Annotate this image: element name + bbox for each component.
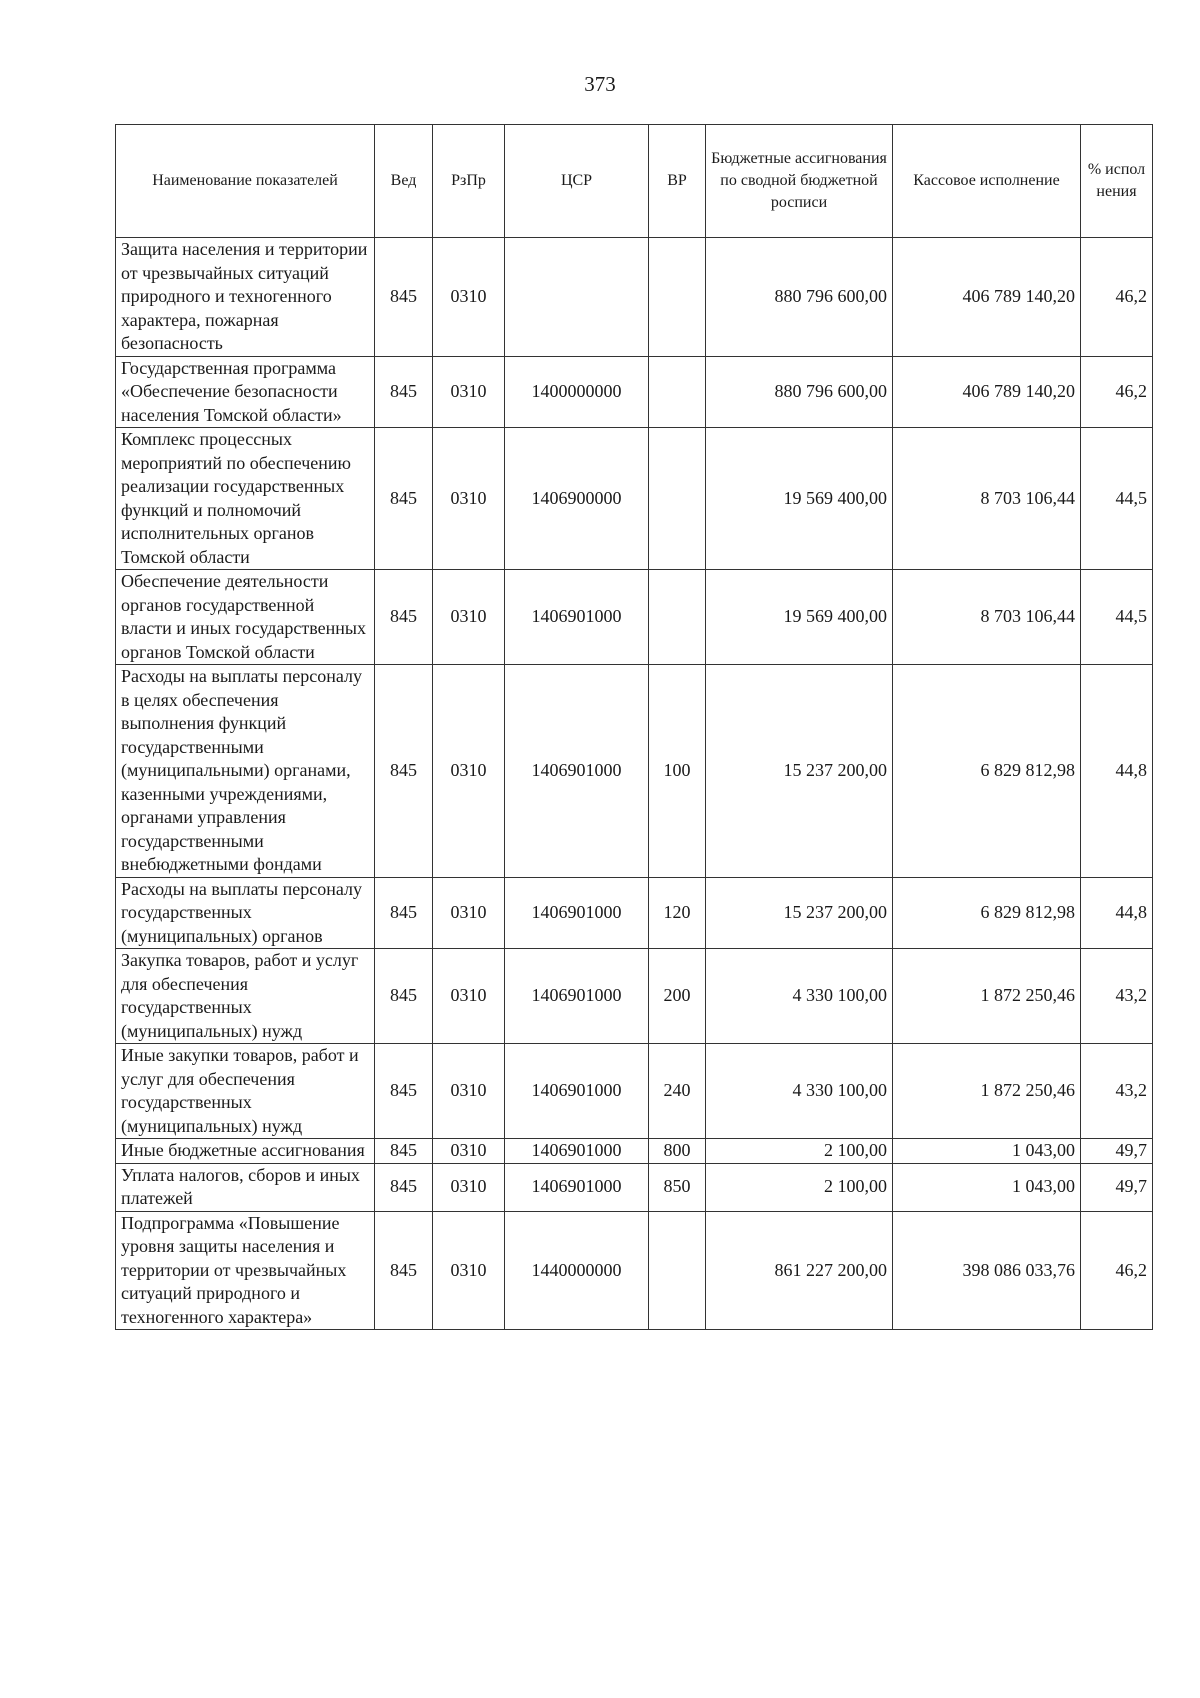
cell-name: Иные бюджетные ассигнования: [116, 1139, 375, 1164]
table-row: [116, 570, 1153, 665]
header-budget: Бюджетные ассигнования по сводной бюджетной росписи: [706, 125, 893, 238]
table-row: [116, 1139, 1153, 1164]
cell-vr: 120: [649, 877, 706, 949]
budget-execution-table: [115, 124, 1153, 1330]
cell-ved: 845: [375, 1163, 433, 1211]
cell-name: Государственная программа «Обеспечение безопасности населения Томской области»: [116, 356, 375, 428]
cell-vr: 100: [649, 665, 706, 878]
cell-csr: 1406901000: [505, 1139, 649, 1164]
cell-pct: 46,2: [1081, 238, 1153, 357]
cell-vr: [649, 356, 706, 428]
cell-name: Расходы на выплаты персоналу государственных (муниципальных) органов: [116, 877, 375, 949]
cell-name: Подпрограмма «Повышение уровня защиты населения и территории от чрезвычайных ситуаций природного и техногенного характера»: [116, 1211, 375, 1330]
cell-budget: 2 100,00: [706, 1163, 893, 1211]
cell-name: Уплата налогов, сборов и иных платежей: [116, 1163, 375, 1211]
cell-budget: 880 796 600,00: [706, 238, 893, 357]
cell-pct: 44,5: [1081, 570, 1153, 665]
cell-csr: 1440000000: [505, 1211, 649, 1330]
cell-cash: 6 829 812,98: [893, 877, 1081, 949]
cell-rzpr: 0310: [433, 238, 505, 357]
cell-budget: 4 330 100,00: [706, 1044, 893, 1139]
cell-budget: 15 237 200,00: [706, 877, 893, 949]
cell-pct: 46,2: [1081, 1211, 1153, 1330]
cell-csr: 1406901000: [505, 570, 649, 665]
header-ved: Вед: [375, 125, 433, 238]
table-row: [116, 1211, 1153, 1330]
cell-name: Закупка товаров, работ и услуг для обеспечения государственных (муниципальных) нужд: [116, 949, 375, 1044]
cell-ved: 845: [375, 428, 433, 570]
cell-ved: 845: [375, 1139, 433, 1164]
table-row: [116, 665, 1153, 878]
table-row: [116, 238, 1153, 357]
cell-vr: 200: [649, 949, 706, 1044]
cell-rzpr: 0310: [433, 1139, 505, 1164]
cell-rzpr: 0310: [433, 1163, 505, 1211]
cell-cash: 8 703 106,44: [893, 428, 1081, 570]
cell-rzpr: 0310: [433, 570, 505, 665]
cell-rzpr: 0310: [433, 665, 505, 878]
cell-cash: 406 789 140,20: [893, 356, 1081, 428]
cell-pct: 43,2: [1081, 1044, 1153, 1139]
cell-vr: [649, 428, 706, 570]
cell-rzpr: 0310: [433, 356, 505, 428]
cell-csr: 1406901000: [505, 665, 649, 878]
cell-pct: 49,7: [1081, 1139, 1153, 1164]
table-header-row: [116, 125, 1153, 238]
cell-pct: 49,7: [1081, 1163, 1153, 1211]
cell-ved: 845: [375, 570, 433, 665]
cell-pct: 44,5: [1081, 428, 1153, 570]
cell-budget: 880 796 600,00: [706, 356, 893, 428]
cell-vr: [649, 238, 706, 357]
cell-name: Комплекс процессных мероприятий по обеспечению реализации государственных функций и полномочий исполнительных органов Томской области: [116, 428, 375, 570]
cell-csr: 1400000000: [505, 356, 649, 428]
table-row: [116, 356, 1153, 428]
cell-ved: 845: [375, 665, 433, 878]
cell-budget: 19 569 400,00: [706, 570, 893, 665]
cell-vr: [649, 570, 706, 665]
cell-pct: 44,8: [1081, 665, 1153, 878]
table-row: [116, 877, 1153, 949]
cell-csr: 1406901000: [505, 1044, 649, 1139]
cell-name: Иные закупки товаров, работ и услуг для обеспечения государственных (муниципальных) нужд: [116, 1044, 375, 1139]
cell-budget: 4 330 100,00: [706, 949, 893, 1044]
cell-csr: 1406901000: [505, 949, 649, 1044]
cell-cash: 6 829 812,98: [893, 665, 1081, 878]
cell-ved: 845: [375, 1044, 433, 1139]
cell-vr: [649, 1211, 706, 1330]
cell-ved: 845: [375, 1211, 433, 1330]
cell-budget: 861 227 200,00: [706, 1211, 893, 1330]
cell-ved: 845: [375, 356, 433, 428]
cell-name: Обеспечение деятельности органов государственной власти и иных государственных органов Томской области: [116, 570, 375, 665]
cell-csr: 1406901000: [505, 877, 649, 949]
cell-name: Расходы на выплаты персоналу в целях обеспечения выполнения функций государственными (муниципальными) органами, казенными учреждениями, органами управления государственными внебюджетными фондами: [116, 665, 375, 878]
cell-budget: 19 569 400,00: [706, 428, 893, 570]
cell-ved: 845: [375, 949, 433, 1044]
cell-rzpr: 0310: [433, 877, 505, 949]
table-row: [116, 1163, 1153, 1211]
table-row: [116, 428, 1153, 570]
table-row: [116, 1044, 1153, 1139]
cell-cash: 1 043,00: [893, 1139, 1081, 1164]
cell-rzpr: 0310: [433, 428, 505, 570]
table-row: [116, 949, 1153, 1044]
header-csr: ЦСР: [505, 125, 649, 238]
cell-budget: 2 100,00: [706, 1139, 893, 1164]
cell-cash: 406 789 140,20: [893, 238, 1081, 357]
cell-cash: 8 703 106,44: [893, 570, 1081, 665]
header-pct: % испол нения: [1081, 125, 1153, 238]
cell-pct: 43,2: [1081, 949, 1153, 1044]
cell-csr: [505, 238, 649, 357]
cell-rzpr: 0310: [433, 1211, 505, 1330]
cell-rzpr: 0310: [433, 949, 505, 1044]
page-number: 373: [584, 72, 616, 96]
header-name: Наименование показателей: [116, 125, 375, 238]
cell-ved: 845: [375, 238, 433, 357]
cell-cash: 398 086 033,76: [893, 1211, 1081, 1330]
cell-csr: 1406900000: [505, 428, 649, 570]
header-vr: ВР: [649, 125, 706, 238]
cell-cash: 1 872 250,46: [893, 1044, 1081, 1139]
cell-pct: 46,2: [1081, 356, 1153, 428]
cell-name: Защита населения и территории от чрезвычайных ситуаций природного и техногенного характера, пожарная безопасность: [116, 238, 375, 357]
header-rzpr: РзПр: [433, 125, 505, 238]
cell-csr: 1406901000: [505, 1163, 649, 1211]
cell-budget: 15 237 200,00: [706, 665, 893, 878]
cell-vr: 850: [649, 1163, 706, 1211]
cell-cash: 1 872 250,46: [893, 949, 1081, 1044]
cell-pct: 44,8: [1081, 877, 1153, 949]
table-body: [116, 238, 1153, 1330]
cell-vr: 240: [649, 1044, 706, 1139]
cell-cash: 1 043,00: [893, 1163, 1081, 1211]
cell-vr: 800: [649, 1139, 706, 1164]
cell-ved: 845: [375, 877, 433, 949]
header-cash: Кассовое исполнение: [893, 125, 1081, 238]
cell-rzpr: 0310: [433, 1044, 505, 1139]
